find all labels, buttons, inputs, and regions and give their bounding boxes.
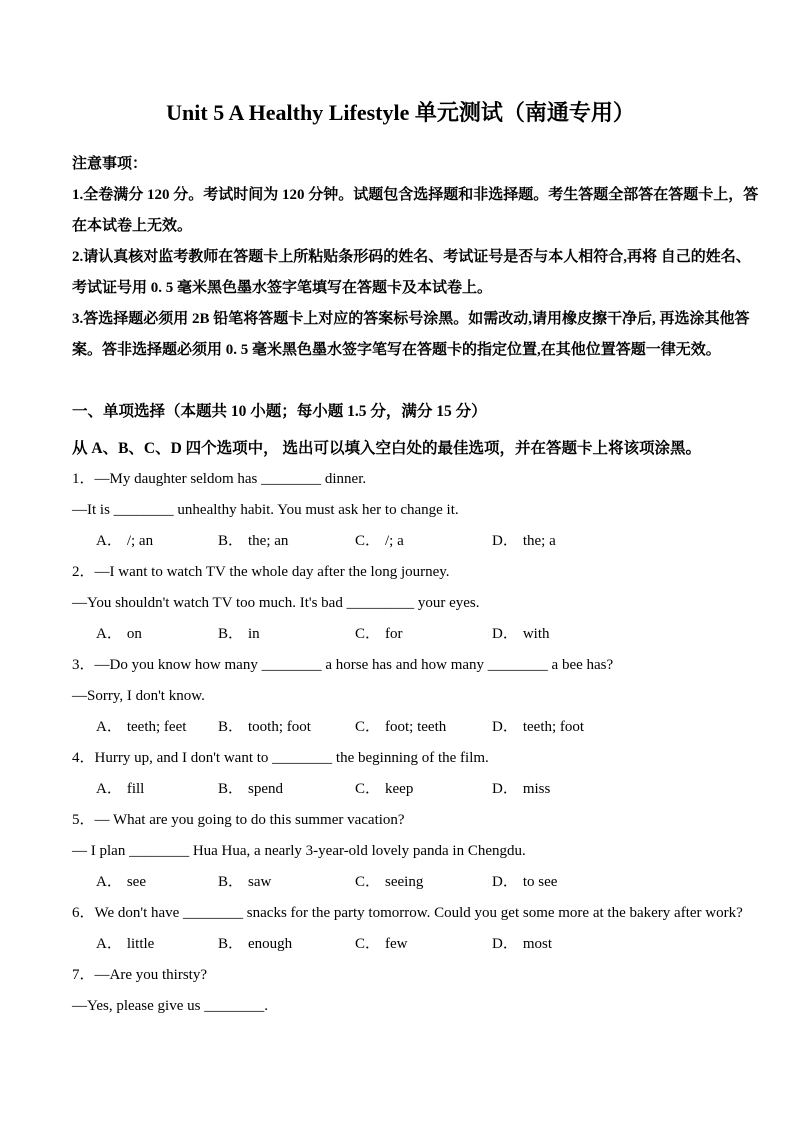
options-row — [72, 867, 729, 898]
option-text: tooth; foot — [248, 719, 311, 735]
question-line: —Yes, please give us ________. — [72, 998, 268, 1014]
option-a — [96, 712, 218, 743]
options-row — [72, 712, 729, 743]
option-text: see — [126, 874, 146, 890]
option-a — [96, 929, 218, 960]
option-text: keep — [385, 781, 414, 797]
option-label: A． — [96, 936, 122, 952]
option-b — [218, 774, 355, 805]
option-label: D． — [492, 874, 518, 890]
option-label: A． — [96, 781, 122, 797]
option-text: miss — [522, 781, 551, 797]
option-text: in — [248, 626, 260, 642]
option-text: seeing — [385, 874, 424, 890]
option-b — [218, 712, 355, 743]
option-b — [218, 526, 355, 557]
question-2 — [72, 557, 729, 650]
question-line: 7．—Are you thirsty? — [72, 967, 207, 983]
option-text: the; a — [522, 533, 556, 549]
option-text: on — [126, 626, 142, 642]
section-heading: 一、单项选择（本题共 10 小题；每小题 1.5 分，满分 15 分） — [72, 403, 487, 420]
option-text: to see — [522, 874, 558, 890]
option-c — [355, 929, 492, 960]
options-row — [72, 619, 729, 650]
option-b — [218, 929, 355, 960]
option-c — [355, 526, 492, 557]
option-text: spend — [248, 781, 284, 797]
option-text: enough — [248, 936, 293, 952]
option-b — [218, 867, 355, 898]
question-5 — [72, 805, 729, 898]
option-a — [96, 867, 218, 898]
question-6 — [72, 898, 743, 960]
option-text: the; an — [248, 533, 289, 549]
question-1 — [72, 464, 729, 557]
option-label: A． — [96, 533, 122, 549]
option-a — [96, 774, 218, 805]
question-line: 4．Hurry up, and I don't want to ________ the beginning of the film. — [72, 750, 489, 766]
option-label: B． — [218, 936, 244, 952]
question-line: 2．—I want to watch TV the whole day after the long journey. — [72, 564, 450, 580]
options-row — [72, 929, 729, 960]
question-line: —It is ________ unhealthy habit. You must ask her to change it. — [72, 502, 459, 518]
question-line: 5．— What are you going to do this summer vacation? — [72, 812, 405, 828]
option-text: few — [385, 936, 408, 952]
option-label: D． — [492, 781, 518, 797]
option-text: fill — [126, 781, 145, 797]
option-label: C． — [355, 936, 381, 952]
note-line-5: 3.答选择题必须用 2B 铅笔将答题卡上对应的答案标号涂黑。如需改动,请用橡皮擦干净后, 再选涂其他答 — [72, 311, 750, 327]
option-label: A． — [96, 626, 122, 642]
question-4 — [72, 743, 729, 805]
question-line: 1．—My daughter seldom has ________ dinner. — [72, 471, 367, 487]
option-text: with — [522, 626, 550, 642]
option-text: teeth; foot — [522, 719, 585, 735]
option-d — [492, 526, 729, 557]
option-c — [355, 712, 492, 743]
question-line: 6．We don't have ________ snacks for the party tomorrow. Could you get some more at the bakery after work? — [72, 905, 743, 921]
option-a — [96, 526, 218, 557]
option-label: D． — [492, 626, 518, 642]
option-b — [218, 619, 355, 650]
option-label: C． — [355, 533, 381, 549]
notes-block — [72, 149, 759, 366]
option-label: B． — [218, 781, 244, 797]
note-line-2: 在本试卷上无效。 — [72, 218, 193, 234]
option-label: B． — [218, 533, 244, 549]
option-d — [492, 774, 729, 805]
option-d — [492, 619, 729, 650]
option-text: /; a — [385, 533, 404, 549]
option-d — [492, 867, 729, 898]
question-3 — [72, 650, 729, 743]
option-label: D． — [492, 533, 518, 549]
option-d — [492, 929, 729, 960]
question-7 — [72, 960, 729, 1022]
option-label: B． — [218, 626, 244, 642]
option-label: D． — [492, 719, 518, 735]
note-line-6: 案。答非选择题必须用 0. 5 毫米黑色墨水签字笔写在答题卡的指定位置,在其他位置答题一律无效。 — [72, 342, 721, 358]
option-label: B． — [218, 719, 244, 735]
option-text: most — [522, 936, 553, 952]
option-c — [355, 774, 492, 805]
option-label: A． — [96, 719, 122, 735]
option-label: B． — [218, 874, 244, 890]
option-text: for — [385, 626, 403, 642]
note-line-4: 考试证号用 0. 5 毫米黑色墨水签字笔填写在答题卡及本试卷上。 — [72, 280, 493, 296]
option-text: foot; teeth — [385, 719, 447, 735]
question-line: — I plan ________ Hua Hua, a nearly 3-year-old lovely panda in Chengdu. — [72, 843, 526, 859]
question-line: —Sorry, I don't know. — [72, 688, 205, 704]
page-title: Unit 5 A Healthy Lifestyle 单元测试（南通专用） — [166, 100, 635, 125]
option-label: C． — [355, 626, 381, 642]
option-c — [355, 867, 492, 898]
option-c — [355, 619, 492, 650]
option-label: C． — [355, 719, 381, 735]
option-text: teeth; feet — [126, 719, 187, 735]
option-text: saw — [248, 874, 272, 890]
option-text: little — [126, 936, 155, 952]
option-label: C． — [355, 781, 381, 797]
option-a — [96, 619, 218, 650]
option-text: /; an — [126, 533, 154, 549]
options-row — [72, 526, 729, 557]
notes-heading: 注意事项： — [72, 156, 148, 172]
section-instruction: 从 A、B、C、D 四个选项中， 选出可以填入空白处的最佳选项，并在答题卡上将该项涂黑。 — [72, 440, 702, 457]
question-line: 3．—Do you know how many ________ a horse has and how many ________ a bee has? — [72, 657, 614, 673]
question-line: —You shouldn't watch TV too much. It's bad _________ your eyes. — [72, 595, 480, 611]
option-label: C． — [355, 874, 381, 890]
option-label: D． — [492, 936, 518, 952]
options-row — [72, 774, 729, 805]
note-line-1: 1.全卷满分 120 分。考试时间为 120 分钟。试题包含选择题和非选择题。考生答题全部答在答题卡上，答 — [72, 187, 759, 203]
option-d — [492, 712, 729, 743]
note-line-3: 2.请认真核对监考教师在答题卡上所粘贴条形码的姓名、考试证号是否与本人相符合,再将 自己的姓名、 — [72, 249, 751, 265]
option-label: A． — [96, 874, 122, 890]
